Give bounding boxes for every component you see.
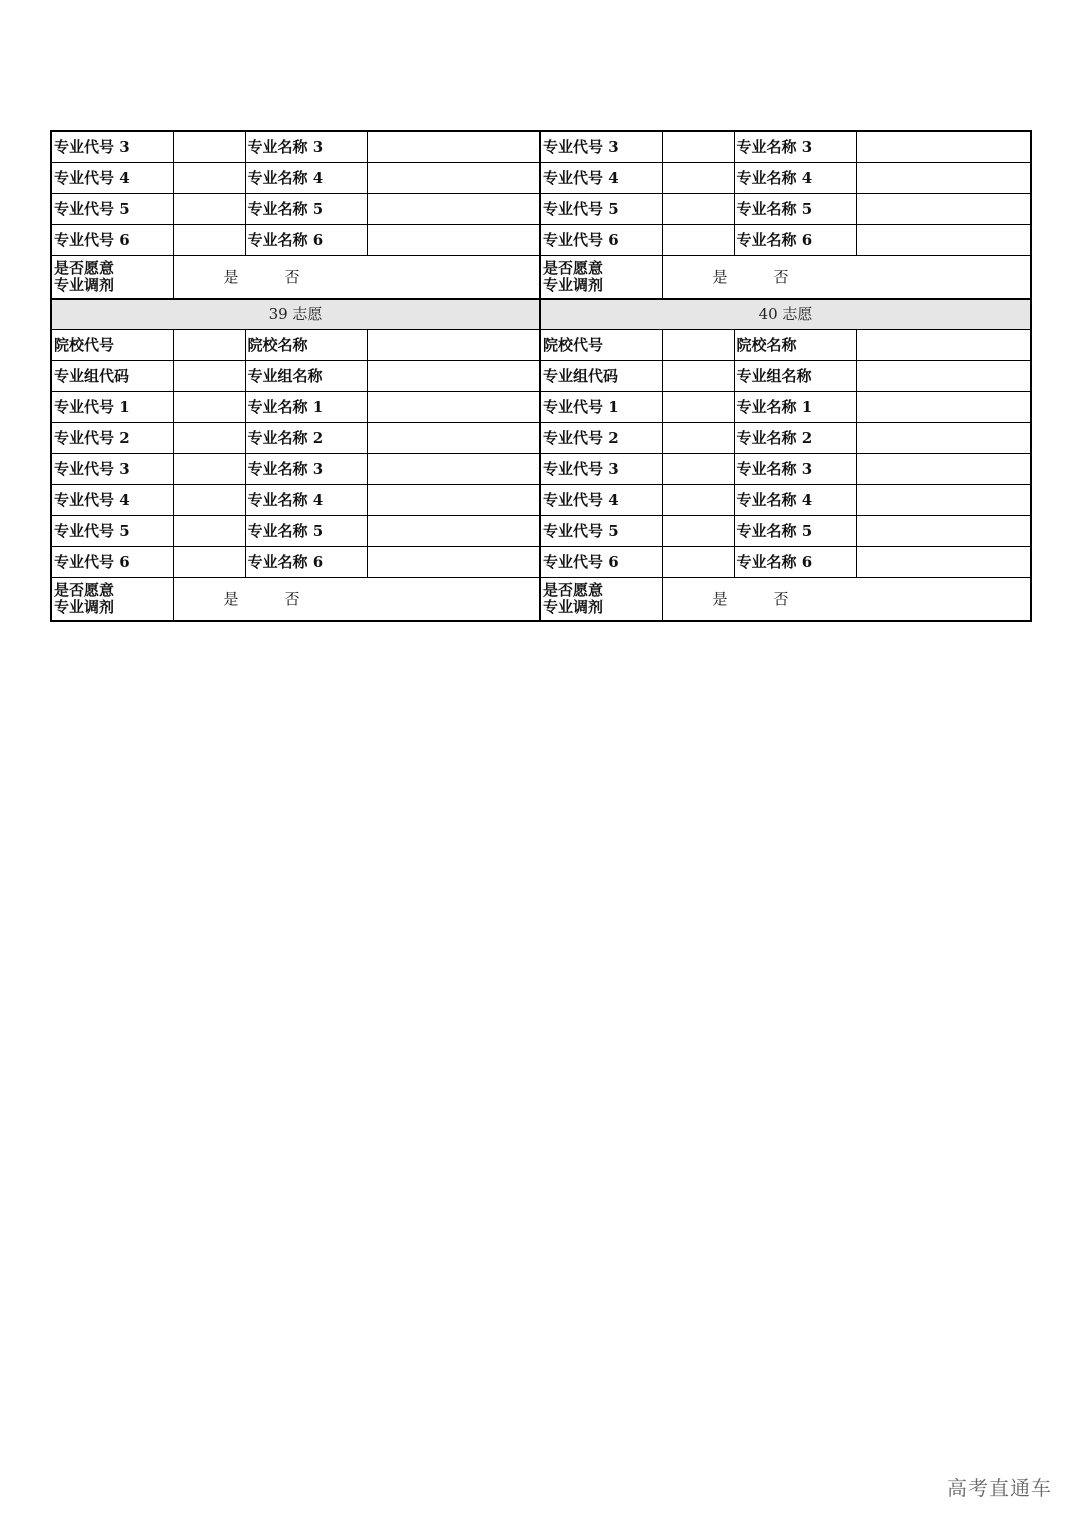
yes-option[interactable]: 是 [712,589,728,608]
right-major-name-field-6[interactable] [856,547,1031,578]
right-major-code-field-3[interactable] [662,131,734,163]
right-group-name-field[interactable] [856,361,1031,392]
right-adjust-choice [662,578,1031,622]
left-major-name-label-6: 专业名称 6 [245,225,367,256]
table-row [51,225,1031,256]
right-major-code-field-6[interactable] [662,225,734,256]
right-group-code-field[interactable] [662,361,734,392]
right-major-name-label-5: 专业名称 5 [734,194,856,225]
left-school-code-label: 院校代号 [51,330,173,361]
left-major-code-label-4: 专业代号 4 [51,163,173,194]
yes-option[interactable]: 是 [712,267,728,286]
right-group-name-label: 专业组名称 [734,361,856,392]
left-major-code-label-3: 专业代号 3 [51,454,173,485]
left-major-name-field-5[interactable] [367,516,540,547]
left-major-code-label-6: 专业代号 6 [51,547,173,578]
table-row [51,256,1031,300]
right-major-name-label-4: 专业名称 4 [734,485,856,516]
right-major-name-field-6[interactable] [856,225,1031,256]
right-major-code-field-1[interactable] [662,392,734,423]
right-major-code-label-6: 专业代号 6 [540,547,662,578]
right-major-name-field-1[interactable] [856,392,1031,423]
right-major-name-label-6: 专业名称 6 [734,547,856,578]
left-major-name-field-2[interactable] [367,423,540,454]
right-adjust-label [540,256,662,300]
adjust-label-line1: 是否愿意 [543,581,604,599]
adjust-label-line2: 专业调剂 [543,598,604,616]
adjust-label-line1: 是否愿意 [54,259,115,277]
adjust-label-line2: 专业调剂 [543,276,604,294]
left-group-name-field[interactable] [367,361,540,392]
right-major-name-label-1: 专业名称 1 [734,392,856,423]
left-school-name-label: 院校名称 [245,330,367,361]
no-option[interactable]: 否 [284,589,300,608]
no-option[interactable]: 否 [284,267,300,286]
right-major-code-label-4: 专业代号 4 [540,485,662,516]
table-row [51,131,1031,163]
left-adjust-choice [173,256,540,300]
table-row [51,330,1031,361]
right-school-code-field[interactable] [662,330,734,361]
left-major-code-label-2: 专业代号 2 [51,423,173,454]
volunteer-title-2: 40 志愿 [540,299,1031,330]
right-major-code-label-1: 专业代号 1 [540,392,662,423]
no-option[interactable]: 否 [773,589,789,608]
left-major-code-field-6[interactable] [173,225,245,256]
right-major-name-field-5[interactable] [856,516,1031,547]
table-row [51,516,1031,547]
adjust-label-line1: 是否愿意 [543,259,604,277]
left-major-code-field-1[interactable] [173,392,245,423]
adjust-label-line2: 专业调剂 [54,276,115,294]
right-adjust-label [540,578,662,622]
yes-option[interactable]: 是 [223,589,239,608]
right-major-code-label-6: 专业代号 6 [540,225,662,256]
left-adjust-choice [173,578,540,622]
right-major-code-field-4[interactable] [662,163,734,194]
yes-option[interactable]: 是 [223,267,239,286]
table-row [51,163,1031,194]
table-row [51,485,1031,516]
left-major-name-field-4[interactable] [367,485,540,516]
right-major-code-field-6[interactable] [662,547,734,578]
left-group-name-label: 专业组名称 [245,361,367,392]
left-major-name-label-3: 专业名称 3 [245,131,367,163]
table-row [51,194,1031,225]
right-major-code-field-5[interactable] [662,194,734,225]
volunteer-header-row [51,299,1031,330]
right-major-code-label-5: 专业代号 5 [540,194,662,225]
right-major-code-label-5: 专业代号 5 [540,516,662,547]
right-school-code-label: 院校代号 [540,330,662,361]
left-major-code-field-3[interactable] [173,454,245,485]
right-major-code-label-2: 专业代号 2 [540,423,662,454]
left-major-name-label-5: 专业名称 5 [245,516,367,547]
left-major-name-field-6[interactable] [367,547,540,578]
left-major-name-label-6: 专业名称 6 [245,547,367,578]
right-major-code-label-3: 专业代号 3 [540,454,662,485]
watermark-text: 高考直通车 [947,1476,1052,1500]
left-major-name-field-3[interactable] [367,131,540,163]
left-major-name-label-5: 专业名称 5 [245,194,367,225]
right-major-name-field-4[interactable] [856,485,1031,516]
table-row [51,454,1031,485]
right-group-code-label: 专业组代码 [540,361,662,392]
table-row [51,392,1031,423]
right-adjust-choice [662,256,1031,300]
adjust-label-line2: 专业调剂 [54,598,115,616]
left-major-code-label-4: 专业代号 4 [51,485,173,516]
table-row [51,423,1031,454]
left-major-name-label-4: 专业名称 4 [245,163,367,194]
left-school-name-field[interactable] [367,330,540,361]
right-major-name-label-6: 专业名称 6 [734,225,856,256]
volunteer-title-1: 39 志愿 [51,299,540,330]
no-option[interactable]: 否 [773,267,789,286]
left-major-name-field-3[interactable] [367,454,540,485]
left-major-name-field-6[interactable] [367,225,540,256]
adjust-label-line1: 是否愿意 [54,581,115,599]
left-major-code-label-5: 专业代号 5 [51,516,173,547]
left-group-code-field[interactable] [173,361,245,392]
right-major-name-field-3[interactable] [856,131,1031,163]
right-major-name-field-5[interactable] [856,194,1031,225]
left-major-code-field-4[interactable] [173,485,245,516]
table-row [51,361,1031,392]
right-major-name-label-5: 专业名称 5 [734,516,856,547]
left-major-code-field-3[interactable] [173,131,245,163]
table-row [51,578,1031,622]
left-major-code-label-6: 专业代号 6 [51,225,173,256]
left-major-code-field-4[interactable] [173,163,245,194]
left-major-code-field-5[interactable] [173,194,245,225]
right-school-name-label: 院校名称 [734,330,856,361]
left-major-code-field-2[interactable] [173,423,245,454]
left-major-name-field-5[interactable] [367,194,540,225]
right-major-name-label-2: 专业名称 2 [734,423,856,454]
right-school-name-field[interactable] [856,330,1031,361]
right-major-name-label-3: 专业名称 3 [734,454,856,485]
application-form-table [50,130,1032,622]
left-major-code-field-5[interactable] [173,516,245,547]
left-major-code-label-5: 专业代号 5 [51,194,173,225]
right-major-name-field-2[interactable] [856,423,1031,454]
left-major-name-label-1: 专业名称 1 [245,392,367,423]
left-school-code-field[interactable] [173,330,245,361]
right-major-name-label-4: 专业名称 4 [734,163,856,194]
right-major-code-field-3[interactable] [662,454,734,485]
right-major-name-field-4[interactable] [856,163,1031,194]
left-adjust-label [51,256,173,300]
left-major-code-label-3: 专业代号 3 [51,131,173,163]
left-major-name-label-2: 专业名称 2 [245,423,367,454]
left-major-name-label-4: 专业名称 4 [245,485,367,516]
right-major-code-field-4[interactable] [662,485,734,516]
right-major-name-field-3[interactable] [856,454,1031,485]
right-major-code-label-3: 专业代号 3 [540,131,662,163]
left-major-name-label-3: 专业名称 3 [245,454,367,485]
left-major-name-field-1[interactable] [367,392,540,423]
left-major-name-field-4[interactable] [367,163,540,194]
right-major-code-field-2[interactable] [662,423,734,454]
left-group-code-label: 专业组代码 [51,361,173,392]
left-adjust-label [51,578,173,622]
right-major-code-label-4: 专业代号 4 [540,163,662,194]
left-major-code-field-6[interactable] [173,547,245,578]
table-row [51,547,1031,578]
left-major-code-label-1: 专业代号 1 [51,392,173,423]
right-major-name-label-3: 专业名称 3 [734,131,856,163]
right-major-code-field-5[interactable] [662,516,734,547]
